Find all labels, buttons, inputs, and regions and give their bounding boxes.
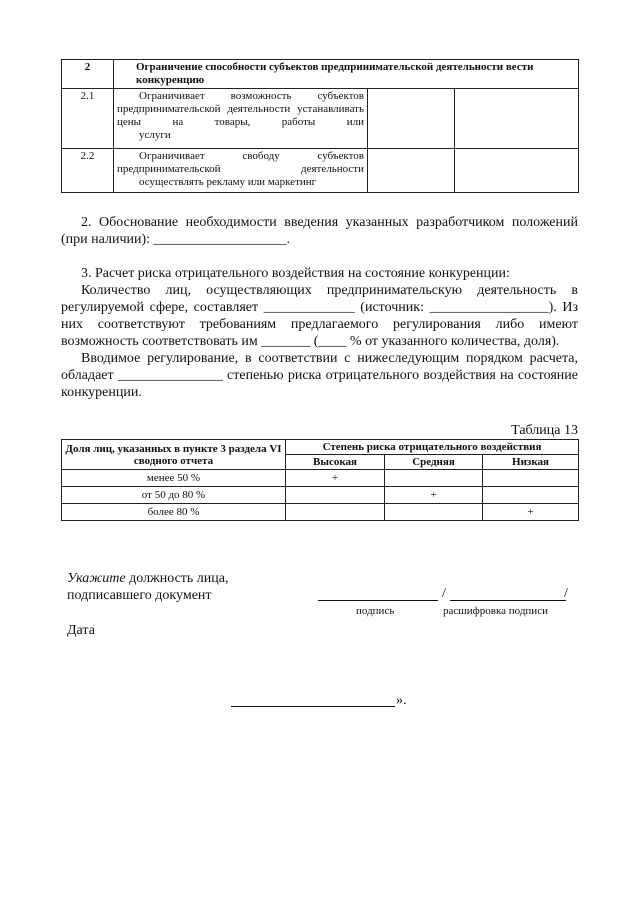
low-cell: + xyxy=(483,504,579,521)
table-header-row xyxy=(62,440,579,455)
section-title: Ограничение способности субъектов предпринимательской деятельности вести конкуренцию xyxy=(114,60,579,89)
competition-restriction-table xyxy=(61,59,579,193)
low-header: Низкая xyxy=(483,455,579,470)
cell-empty xyxy=(455,89,579,149)
closing-line xyxy=(231,706,395,707)
signatory-position xyxy=(67,570,228,604)
share-label: более 80 % xyxy=(62,504,286,521)
table-row xyxy=(62,470,579,487)
share-column-header: Доля лиц, указанных в пункте 3 раздела VI сводного отчета xyxy=(62,440,286,470)
table-row xyxy=(62,487,579,504)
signature-decode-line xyxy=(450,600,566,601)
risk-degree-table xyxy=(61,439,579,521)
high-header: Высокая xyxy=(286,455,385,470)
row-number: 2 xyxy=(62,60,114,89)
table-row xyxy=(62,149,579,193)
persons-count-paragraph: Количество лиц, осуществляющих предпринимательскую деятельность в регулируемой сфере, составляет _____________ (источник: _________________). Из них соответствуют требованиям предлагаемого регулирования либо имеют возможность соответствовать им _______ (____ % от указанного количества, доля). xyxy=(61,283,578,349)
high-cell xyxy=(286,504,385,521)
medium-cell xyxy=(385,504,483,521)
risk-group-header: Степень риска отрицательного воздействия xyxy=(286,440,579,455)
row-text: Ограничивает свободу субъектов предпринимательской деятельности осуществлять рекламу или маркетинг xyxy=(114,149,368,193)
justification-text: 2. Обоснование необходимости введения указанных разработчиком положений (при наличии): ___________________. xyxy=(61,215,578,247)
signature-slash-right: / xyxy=(564,586,568,601)
table-row xyxy=(62,89,579,149)
share-label: менее 50 % xyxy=(62,470,286,487)
row-text: Ограничивает возможность субъектов предпринимательской деятельности устанавливать цены на товары, работы или услуги xyxy=(114,89,368,149)
position-hint-italic: Укажите xyxy=(67,571,126,586)
position-hint-rest: должность лица, xyxy=(125,571,229,586)
share-label: от 50 до 80 % xyxy=(62,487,286,504)
high-cell xyxy=(286,487,385,504)
cell-empty xyxy=(368,89,455,149)
closing-quote: ». xyxy=(396,693,407,708)
risk-degree-paragraph: Вводимое регулирование, в соответствии с нижеследующим порядком расчета, обладает _______________ степенью риска отрицательного воздействия на состояние конкуренции. xyxy=(61,351,578,400)
signature-slash-left: / xyxy=(442,586,446,601)
row-number: 2.1 xyxy=(62,89,114,149)
date-label: Дата xyxy=(67,623,95,638)
table-row xyxy=(62,504,579,521)
high-cell: + xyxy=(286,470,385,487)
cell-empty xyxy=(455,149,579,193)
medium-header: Средняя xyxy=(385,455,483,470)
risk-calculation-section xyxy=(61,265,578,401)
signature-decode-caption: расшифровка подписи xyxy=(443,605,548,617)
justification-paragraph xyxy=(61,214,578,248)
medium-cell xyxy=(385,470,483,487)
signature-line xyxy=(318,600,438,601)
cell-empty xyxy=(368,149,455,193)
risk-heading: 3. Расчет риска отрицательного воздействия на состояние конкуренции: xyxy=(81,266,510,281)
row-number: 2.2 xyxy=(62,149,114,193)
medium-cell: + xyxy=(385,487,483,504)
position-hint-line2: подписавшего документ xyxy=(67,588,212,603)
table-caption: Таблица 13 xyxy=(511,423,578,438)
table-row xyxy=(62,60,579,89)
signature-caption: подпись xyxy=(356,605,395,617)
low-cell xyxy=(483,487,579,504)
low-cell xyxy=(483,470,579,487)
